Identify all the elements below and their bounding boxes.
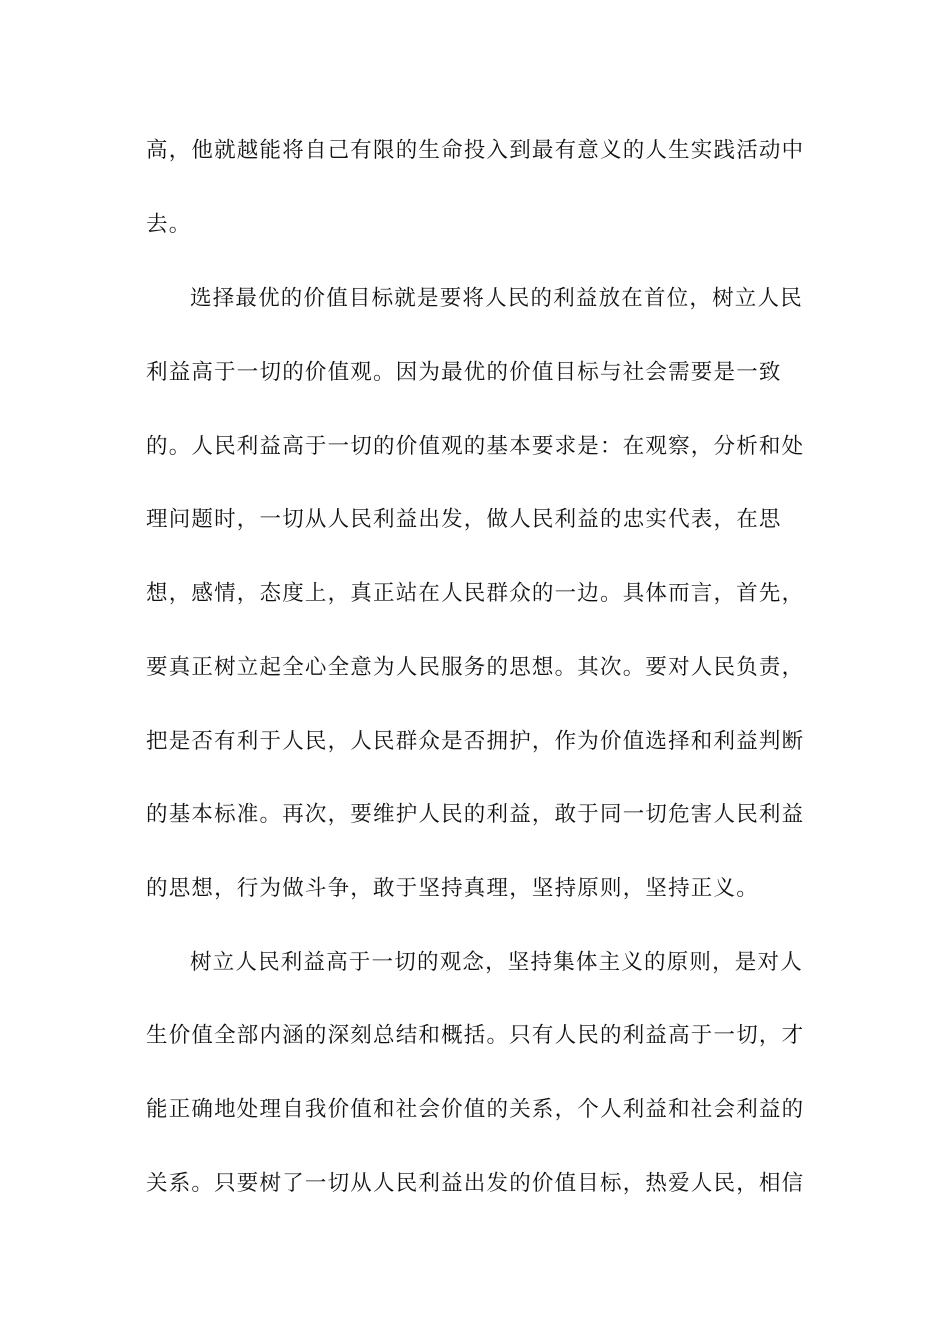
text-line-8: 要真正树立起全心全意为人民服务的思想。其次。要对人民负责，: [146, 655, 805, 680]
text-line-9: 把是否有利于人民，人民群众是否拥护，作为价值选择和利益判断: [146, 729, 805, 754]
text-line-15: 关系。只要树了一切从人民利益出发的价值目标，热爱人民，相信: [146, 1171, 805, 1196]
text-line-6: 理问题时，一切从人民利益出发，做人民利益的忠实代表，在思: [146, 507, 782, 532]
text-line-1: 高，他就越能将自己有限的生命投入到最有意义的人生实践活动中: [146, 138, 805, 163]
text-line-14: 能正确地处理自我价值和社会价值的关系，个人利益和社会利益的: [146, 1097, 805, 1122]
text-line-11: 的思想，行为做斗争，敢于坚持真理，坚持原则，坚持正义。: [146, 876, 759, 901]
text-line-7: 想，感情，态度上，真正站在人民群众的一边。具体而言，首先，: [146, 581, 805, 606]
paragraph-start-line-3: 选择最优的价值目标就是要将人民的利益放在首位，树立人民: [190, 286, 803, 311]
text-line-13: 生价值全部内涵的深刻总结和概括。只有人民的利益高于一切，才: [146, 1023, 805, 1048]
paragraph-start-line-12: 树立人民利益高于一切的观念，坚持集体主义的原则，是对人: [190, 950, 803, 975]
text-line-10: 的基本标准。再次，要维护人民的利益，敢于同一切危害人民利益: [146, 802, 805, 827]
text-line-5: 的。人民利益高于一切的价值观的基本要求是：在观察，分析和处: [146, 434, 805, 459]
text-line-2: 去。: [146, 212, 192, 237]
text-line-4: 利益高于一切的价值观。因为最优的价值目标与社会需要是一致: [146, 360, 782, 385]
